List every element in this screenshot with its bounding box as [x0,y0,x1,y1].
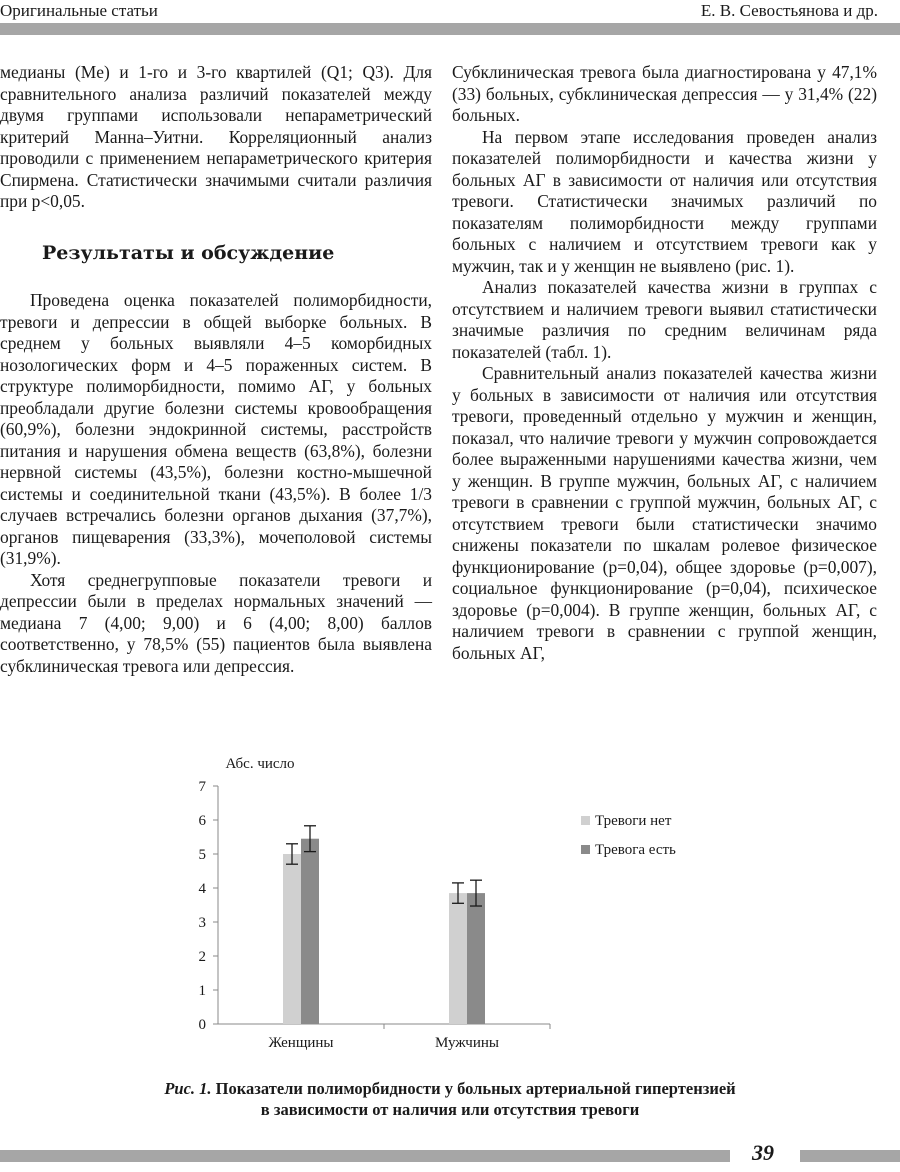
paragraph: Анализ показателей качества жизни в группах с отсутствием и наличием тревоги выявил статистически значимые различия по средним величинам ряда показателей (табл. 1). [452,277,877,362]
footer-rule-left [0,1150,730,1162]
running-header [0,0,900,37]
caption-line-2: в зависимости от наличия или отсутствия тревоги [260,1100,640,1119]
left-column [0,62,432,677]
figure-caption [0,1078,900,1120]
footer-rule-right [800,1150,900,1162]
paragraph: Хотя среднегрупповые показатели тревоги и депрессии были в пределах нормальных значений — медиана 7 (4,00; 9,00) и 6 (4,00; 8,00) баллов соответственно, у 78,5% (55) пациентов была выявлена субклиническая тревога или депрессия. [0,569,432,676]
paragraph: Субклиническая тревога была диагностирована у 47,1% (33) больных, субклиническая депрессия — у 31,4% (22) больных. [452,62,877,125]
y-axis-label: Абс. число [225,756,295,772]
section-heading: Результаты и обсуждение [42,241,335,264]
paragraph: На первом этапе исследования проведен анализ показателей полиморбидности и качества жизни у больных АГ в зависимости от наличия или отсутствия тревоги. Статистически значимых различий по показателям полиморбидности между группами больных с наличием и отсутствием тревоги как у мужчин, так и у женщин не выявлено (рис. 1). [452,126,877,276]
y-tick-label: 5 [198,847,206,863]
bar [301,839,319,1024]
x-tick-label: Женщины [268,1035,334,1051]
legend-swatch [581,845,590,854]
bar [449,893,467,1024]
figure-chart [180,750,740,1060]
bar [283,854,301,1024]
y-tick-label: 0 [198,1017,206,1033]
authors: Е. В. Севостьянова и др. [691,0,878,23]
paragraph: Проведена оценка показателей полиморбидности, тревоги и депрессии в общей выборке больных. В среднем у больных выявляли 4–5 коморбидных нозологических форм и 4–5 пораженных систем. В структуре полиморбидности, помимо АГ, у больных преобладали другие болезни системы кровообращения (60,9%), болезни эндокринной системы, расстройств питания и нарушения обмена веществ (63,8%), болезни нервной системы (43,5%), болезни костно-мышечной системы и соединительной ткани (43,5%). В более 1/3 случаев встречались болезни органов дыхания (37,7%), органов пищеварения (33,3%), мочеполовой системы (31,9%). [0,290,432,568]
paragraph: медианы (Me) и 1-го и 3-го квартилей (Q1; Q3). Для сравнительного анализа различий показателей между двумя группами использовали непараметрический критерий Манна–Уитни. Корреляционный анализ проводили с применением непараметрического критерия Спирмена. Статистически значимыми считали различия при p<0,05. [0,62,432,211]
bar-chart [180,750,740,1060]
header-rule [0,23,900,35]
caption-line-1: Показатели полиморбидности у больных артериальной гипертензией [215,1079,736,1098]
right-column [452,62,877,664]
legend-label: Тревога есть [595,842,676,858]
y-tick-label: 4 [198,881,206,897]
y-tick-label: 3 [198,915,206,931]
section-name: Оригинальные статьи [0,0,168,23]
paragraph: Сравнительный анализ показателей качества жизни у больных в зависимости от наличия или отсутствия тревоги, проведенный отдельно у мужчин и женщин, показал, что наличие тревоги у мужчин сопровождается более выраженными нарушениями качества жизни, чем у женщин. В группе мужчин, больных АГ, с наличием тревоги в сравнении с группой мужчин, больных АГ, с отсутствием тревоги были статистически значимо снижены показатели по шкалам ролевое физическое функционирование (p=0,04), общее здоровье (p=0,007), социальное функционирование (p=0,04), психическое здоровье (p=0,004). В группе женщин, больных АГ, с наличием тревоги в сравнении с группой женщин, больных АГ, [452,363,877,663]
legend-swatch [581,816,590,825]
bar [467,893,485,1024]
y-tick-label: 2 [198,949,206,965]
figure-label: Рис. 1. [164,1079,212,1098]
page-number: 39 [752,1140,774,1165]
y-tick-label: 1 [198,983,206,999]
y-tick-label: 6 [198,813,206,829]
x-tick-label: Мужчины [435,1035,499,1051]
y-tick-label: 7 [198,779,206,795]
legend-label: Тревоги нет [595,813,672,829]
